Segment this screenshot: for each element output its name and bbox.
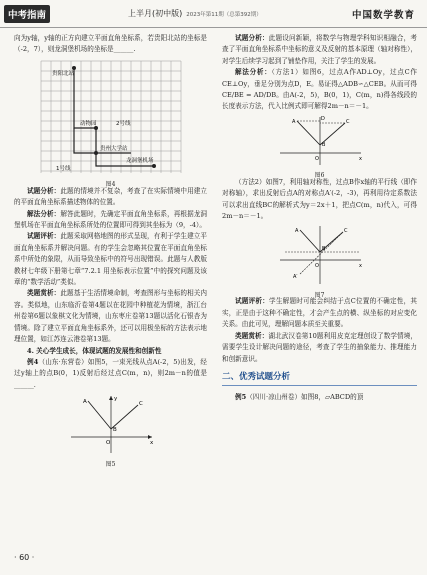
paragraph bbox=[222, 33, 417, 67]
left-column bbox=[14, 33, 208, 468]
paragraph bbox=[14, 357, 207, 391]
header-rule bbox=[0, 27, 427, 28]
svg-text:x: x bbox=[358, 155, 362, 162]
svg-text:C: C bbox=[343, 228, 347, 235]
svg-text:B: B bbox=[321, 246, 325, 253]
paragraph-body: 此题采取网格地图的形式呈现，有利于学生建立平面直角坐标系并解决问题。有的学生会忽略其位置在平面直角坐标系中所处的象限，从而导致坐标中的符号出现错误。此题与人教版教材七年级下册第七章“7.2.1 用坐标表示位置”中的探究问题及该章的“数学活动”类似。 bbox=[14, 232, 208, 287]
svg-text:x: x bbox=[149, 440, 153, 447]
station-label: 贵阳北站 bbox=[51, 70, 74, 77]
journal-logo: 中考指南 bbox=[4, 5, 50, 23]
paragraph bbox=[222, 67, 417, 113]
paragraph-title: 试题分析： bbox=[27, 186, 61, 195]
figure-4-grid-map bbox=[36, 58, 186, 189]
paragraph-body: 湖北武汉卷第10题利用皮克定理创设了数学情境，需要学生设计解决问题的途径，考查了学生的抽象能力、推理能力和创新意识。 bbox=[222, 331, 418, 363]
svg-text:C: C bbox=[138, 401, 143, 408]
svg-text:O: O bbox=[105, 440, 110, 447]
university-label: 贵州大学站 bbox=[99, 145, 128, 152]
figure-6 bbox=[275, 115, 365, 180]
paragraph-body: （山东·东营卷）如图5，一束光线从点A(-2，5)出发，经过y轴上的点B(0，1)反射后经过点C(m，n)，则2m－n的值是______. bbox=[14, 357, 207, 389]
paragraph-title: 类题赏析： bbox=[235, 331, 269, 340]
paragraph-title: 解法分析： bbox=[27, 209, 61, 218]
paragraph bbox=[222, 392, 417, 403]
paragraph bbox=[14, 209, 207, 232]
paragraph-body: （四川·凉山州卷）如图8，▱ABCD的顶 bbox=[246, 393, 364, 402]
figure-caption: 图7 bbox=[314, 291, 325, 299]
line1-label: 1号线 bbox=[55, 165, 70, 172]
svg-text:A′: A′ bbox=[292, 274, 298, 281]
issue-label bbox=[128, 8, 262, 19]
line2-label: 2号线 bbox=[115, 120, 130, 127]
right-column bbox=[222, 33, 417, 404]
page-number: · 60 · bbox=[14, 553, 35, 562]
figure-6-svg bbox=[275, 115, 365, 167]
figure-5-reflection bbox=[66, 393, 156, 468]
paragraph bbox=[14, 231, 207, 288]
svg-text:O: O bbox=[314, 155, 319, 162]
paragraph bbox=[14, 288, 207, 345]
svg-text:A: A bbox=[294, 228, 298, 235]
reflection-svg bbox=[66, 393, 156, 455]
paragraph-title: 试题评析： bbox=[235, 297, 270, 306]
paragraph-title: 解法分析： bbox=[235, 68, 272, 77]
paragraph-title: 试题分析： bbox=[235, 34, 269, 42]
page-header bbox=[0, 0, 427, 27]
paragraph-title: 类题赏析： bbox=[27, 289, 61, 298]
svg-text:B: B bbox=[112, 427, 117, 434]
paragraph bbox=[222, 296, 417, 330]
figure-caption: 图5 bbox=[105, 460, 116, 468]
svg-text:D: D bbox=[320, 115, 325, 122]
paragraph-body: 此题设问新颖，将数学与物理学科知识相融合，考查了平面直角坐标系中坐标的意义及反射的基本原理（轴对称性），对学生后续学习起到了铺垫作用，关注了学生的发展。 bbox=[222, 34, 418, 65]
svg-text:C: C bbox=[345, 118, 349, 125]
svg-text:A: A bbox=[82, 399, 87, 406]
example-label: 例5 bbox=[235, 393, 247, 402]
figure-7-svg bbox=[275, 224, 365, 286]
paragraph-body: 此题基于生活情境命制，考查图形与坐标的相关内容。类似地，山东临沂卷第4题以在花园中种植花为情境，浙江台州卷第6题以象棋文化为情境，山东枣庄卷第13题以活化石银杏为情境。除了建立平面直角坐标系外，还可以用极坐标的方法表示地理位置，如江苏连云港卷第13题。 bbox=[14, 289, 208, 344]
paragraph-title: 试题评析： bbox=[27, 232, 61, 241]
magazine-title: 中国数学教育 bbox=[351, 10, 415, 21]
zoo-label: 动物园 bbox=[79, 120, 97, 127]
svg-text:x: x bbox=[358, 263, 362, 270]
paragraph: （方法2）如图7，利用轴对称性，过点B作x轴的平行线（即作对称轴），求出反射后点A的对称点A′(-2，-3)，再利用待定系数法可以求出直线BC的解析式为y＝2x＋1，把点C(m，n)代入，可得2m－n＝－1。 bbox=[222, 177, 417, 221]
airport-label: 龙洞堡机场 bbox=[125, 157, 154, 164]
paragraph-body: 此题的情境并不复杂，考查了在实际情境中用建立的平面直角坐标系描述物体的位置。 bbox=[14, 186, 208, 207]
figure-caption: 图4 bbox=[105, 181, 116, 189]
figure-7 bbox=[275, 224, 365, 299]
svg-text:A: A bbox=[291, 118, 295, 125]
paragraph-body: （方法1）如图6，过点A作AD⊥Oy，过点C作CE⊥Oy，垂足分别为点D，E。易证得△ADB∽△CEB。从而可得CE/BE = AD/DB。由A(-2，5)，B(0，1)，C(m，n)得各线段的长度表示方法，代入比例式即可解得2m－n＝－1。 bbox=[222, 68, 418, 111]
paragraph-body: 解答此题时，先确定平面直角坐标系，再根据龙洞堡机场在平面直角坐标系所处的位置即可得到其坐标为（9，-4）。 bbox=[14, 209, 208, 230]
svg-text:B: B bbox=[321, 141, 325, 148]
issue-name: 上半月(初中版) bbox=[128, 9, 183, 18]
paragraph bbox=[222, 331, 417, 365]
figure-caption: 图6 bbox=[314, 172, 325, 180]
issue-number: 2023年第11期（总第392期） bbox=[186, 12, 262, 18]
svg-text:y: y bbox=[113, 396, 117, 403]
paragraph: 向为y轴，y轴的正方向建立平面直角坐标系，若贵阳北站的坐标是（-2，7），则龙洞堡机场的坐标是______. bbox=[14, 34, 207, 54]
section-heading: 二、优秀试题分析 bbox=[222, 372, 417, 386]
grid-map-svg bbox=[36, 58, 186, 176]
example-label: 例4 bbox=[27, 357, 39, 366]
svg-text:O: O bbox=[314, 263, 319, 270]
paragraph-body: 学生解题时可能会纠结于点C位置的不确定性，其实，正是由于这种不确定性，才会产生点的横、纵坐标的对应变化关系。由此可见，理解问题本质至关重要。 bbox=[222, 297, 417, 329]
subsection-heading: 4. 关心学生成长，体现试题的发展性和创新性 bbox=[27, 346, 162, 355]
